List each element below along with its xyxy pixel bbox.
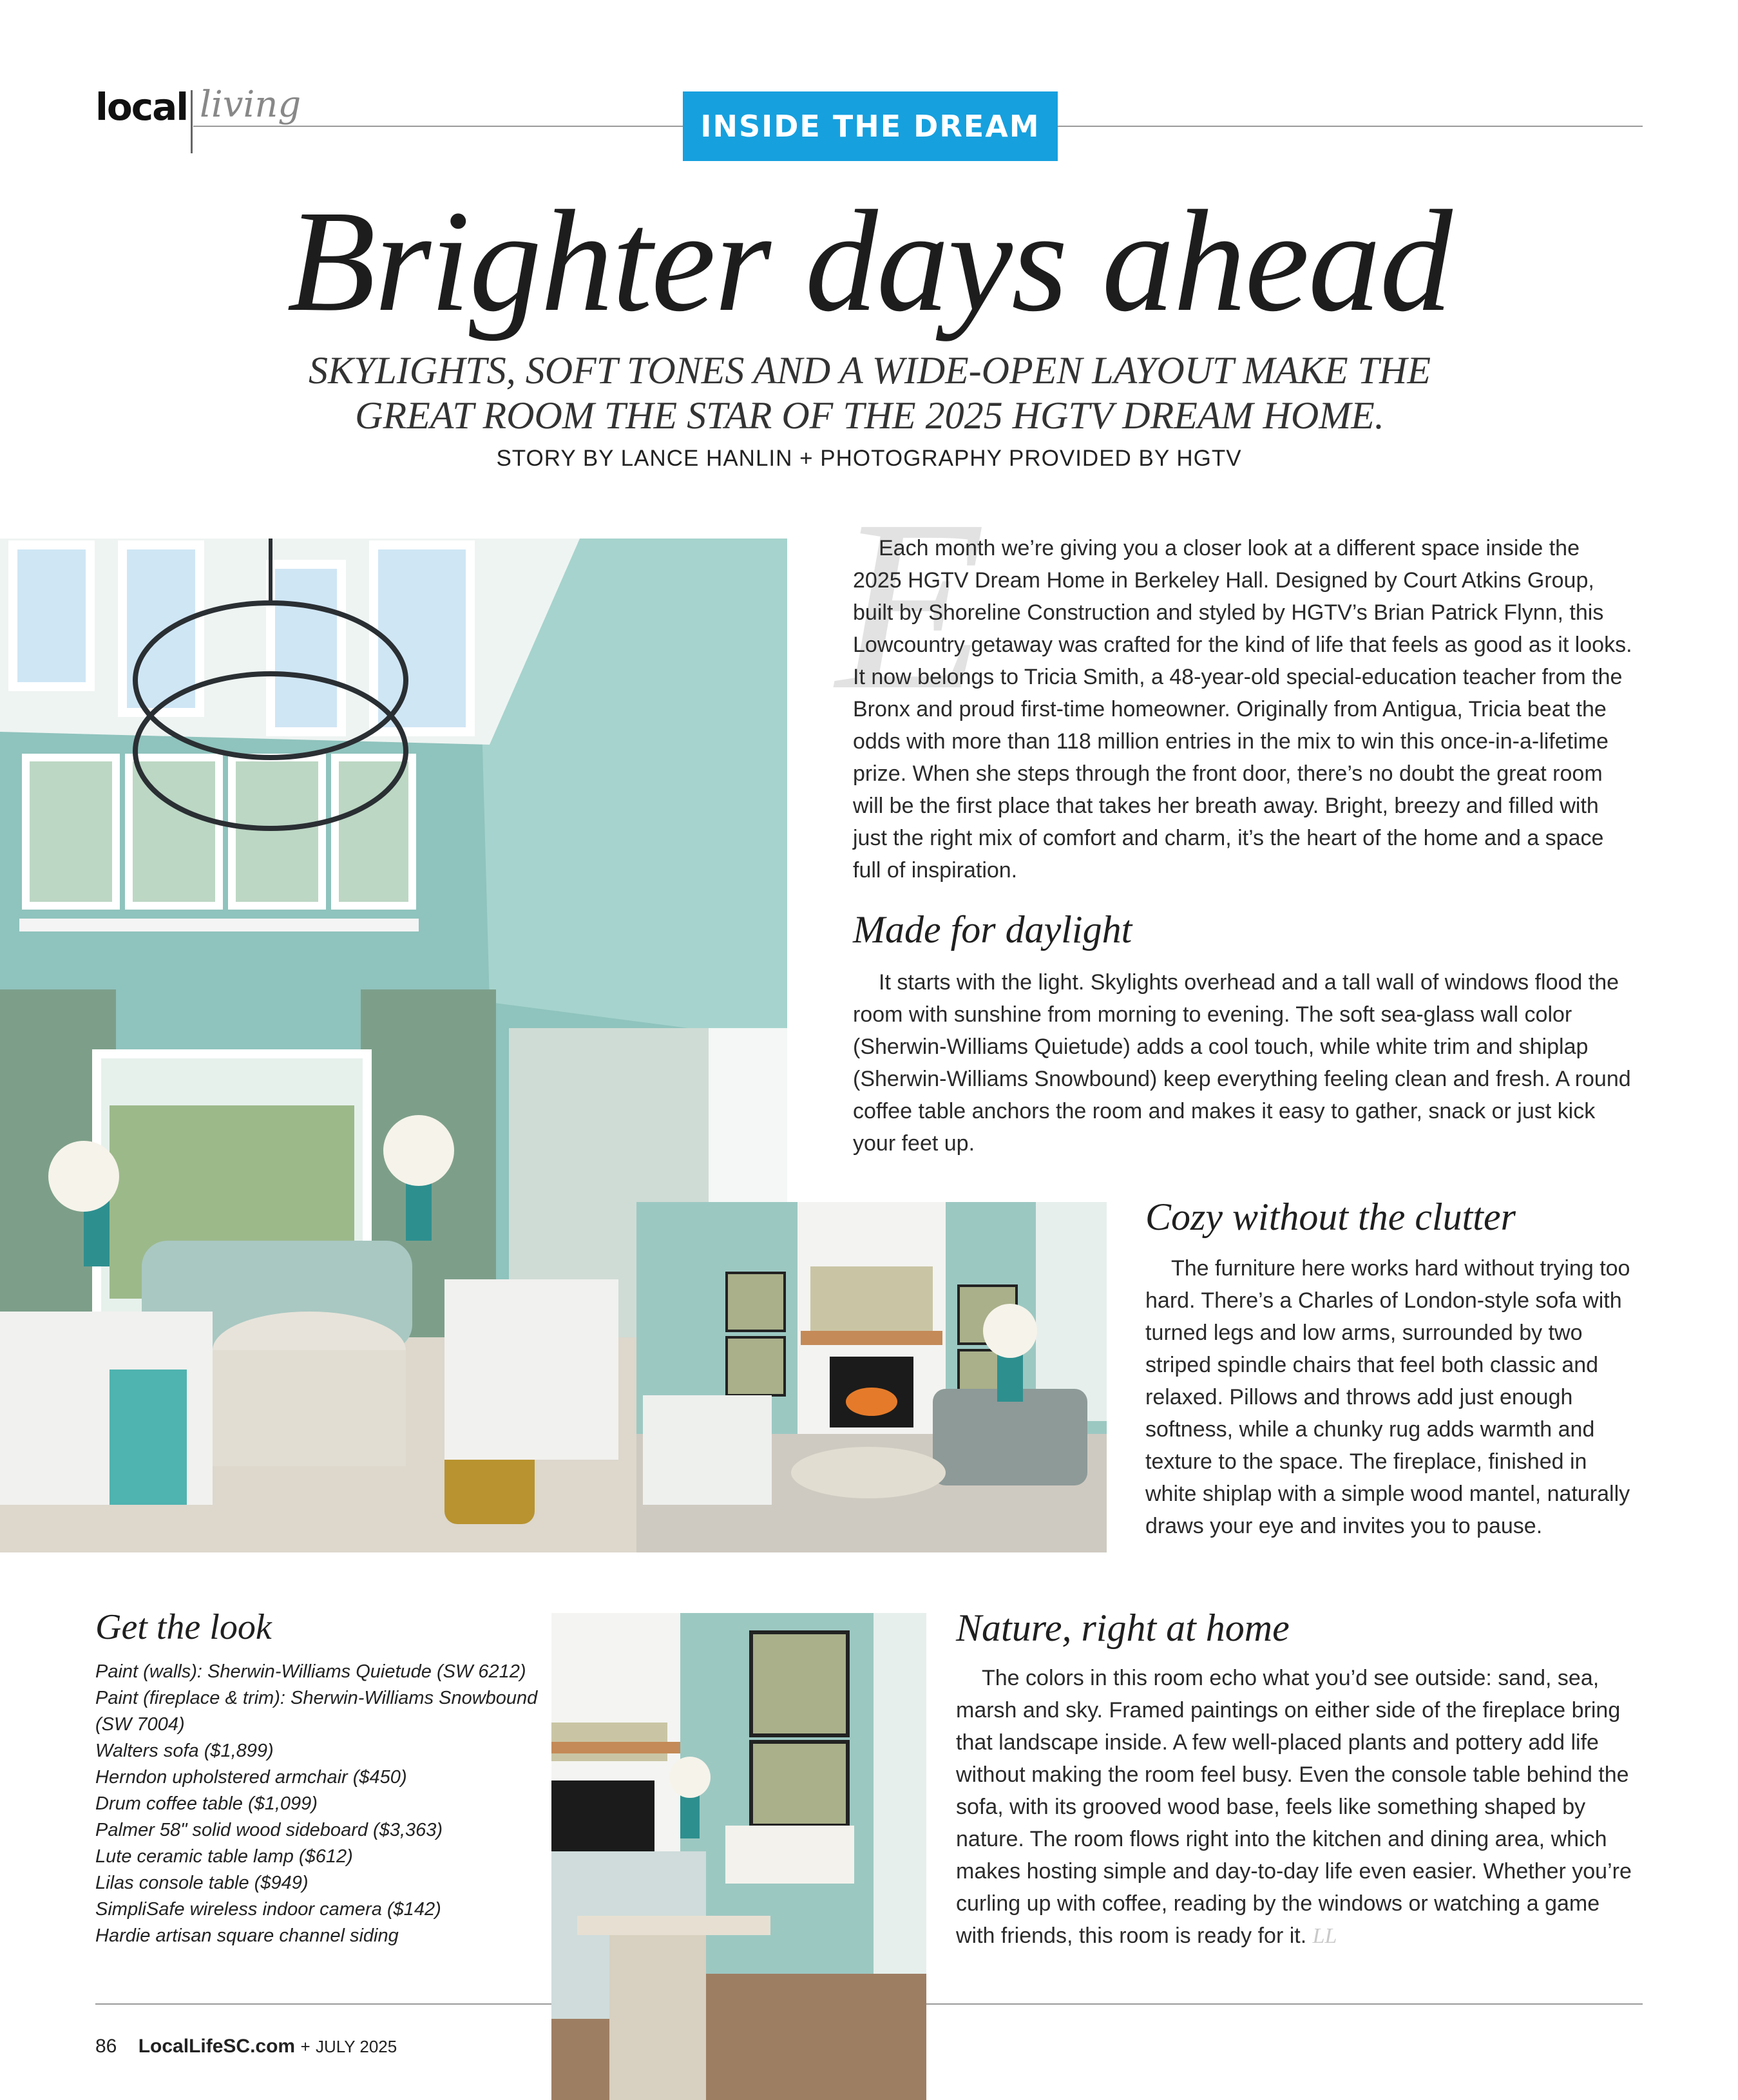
list-item: SimpliSafe wireless indoor camera ($142) <box>95 1899 441 1920</box>
list-item: Palmer 58" solid wood sideboard ($3,363) <box>95 1820 443 1840</box>
photo-console-vignette <box>551 1613 926 2100</box>
list-item: Lilas console table ($949) <box>95 1873 309 1893</box>
intro-paragraph: Each month we’re giving you a closer look at a different space inside the 2025 HGTV Dream Home in Berkeley Hall. Designed by Court Atkins Group, built by Shoreline Construction and styled by HGTV’s Brian Patrick Flynn, this Lowcountry getaway was crafted for the kind of life that feels as good as it looks. It now belongs to Tricia Smith, a 48-year-old special-education teacher from the Bronx and proud first-time homeowner. Originally from Antigua, Tricia beat the odds with more than 118 million entries in the mix to win this once-in-a-lifetime prize. When she steps through the front door, there’s no doubt the great room will be the first place that takes her breath away. Bright, breezy and filled with just the right mix of comfort and charm, it’s the heart of the home and a space full of inspiration. <box>853 536 1632 883</box>
byline: STORY BY LANCE HANLIN + PHOTOGRAPHY PROVIDED BY HGTV <box>496 446 1242 471</box>
footer-site: LocalLifeSC.com <box>138 2036 296 2057</box>
body-made-for-daylight: It starts with the light. Skylights overhead and a tall wall of windows flood the room with sunshine from morning to evening. The soft sea-glass wall color (Sherwin-Williams Quietude) adds a cool touch, while white trim and shiplap (Sherwin-Williams Snowbound) keep everything feeling clean and fresh. A round coffee table anchors the room and makes it easy to gather, snack or just kick your feet up. <box>853 970 1631 1156</box>
list-item: Lute ceramic table lamp ($612) <box>95 1846 353 1867</box>
headline: Brighter days ahead <box>287 180 1451 341</box>
footer-issue: JULY 2025 <box>315 2037 397 2056</box>
deck-line-2: GREAT ROOM THE STAR OF THE 2025 HGTV DREAM HOME. <box>355 394 1384 437</box>
list-item: Walters sofa ($1,899) <box>95 1741 274 1761</box>
get-the-look-title: Get the look <box>95 1607 272 1647</box>
header-rule-right <box>1058 126 1643 127</box>
drop-cap: E <box>836 470 986 741</box>
brand-divider <box>191 90 193 153</box>
footer-separator: + <box>300 2037 310 2056</box>
header-rule-left <box>193 126 683 127</box>
photo-fireplace-wall <box>636 1202 1107 1552</box>
list-item: Drum coffee table ($1,099) <box>95 1793 318 1814</box>
list-item: Herndon upholstered armchair ($450) <box>95 1767 407 1788</box>
list-item: Paint (fireplace & trim): Sherwin-Williams Snowbound (SW 7004) <box>95 1688 538 1735</box>
body-cozy-without-clutter: The furniture here works hard without trying too hard. There’s a Charles of London-style sofa with turned legs and low arms, surrounded by two striped spindle chairs that feel both classic and relaxed. Pillows and throws add just enough softness, while a chunky rug adds warmth and texture to the space. The fireplace, finished in white shiplap with a simple wood mantel, naturally draws your eye and invites you to pause. <box>1145 1256 1630 1538</box>
subhead-cozy-without-clutter: Cozy without the clutter <box>1145 1196 1516 1238</box>
list-item: Paint (walls): Sherwin-Williams Quietude (SW 6212) <box>95 1661 526 1682</box>
section-tag: INSIDE THE DREAM <box>683 91 1058 161</box>
subhead-nature-right-at-home: Nature, right at home <box>956 1607 1290 1649</box>
deck-line-1: SKYLIGHTS, SOFT TONES AND A WIDE-OPEN LAYOUT MAKE THE <box>309 349 1431 392</box>
end-mark: LL <box>1312 1924 1337 1948</box>
list-item: Hardie artisan square channel siding <box>95 1925 399 1946</box>
body-nature-right-at-home <box>956 1662 1639 1952</box>
get-the-look-list <box>95 1659 546 1949</box>
footer-rule-right <box>926 2003 1643 2005</box>
subhead-made-for-daylight: Made for daylight <box>853 908 1132 951</box>
footer <box>95 2036 397 2057</box>
body-nature-text: The colors in this room echo what you’d see outside: sand, sea, marsh and sky. Framed paintings on either side of the fireplace bring that landscape inside. A few well-placed plants and pottery add life without making the room feel busy. Even the console table behind the sofa, with its grooved wood base, feels like something shaped by nature. The room flows right into the kitchen and dining area, which makes hosting simple and day-to-day life even easier. Whether you’re curling up with coffee, reading by the windows or watching a game with friends, this room is ready for it. <box>956 1666 1632 1948</box>
brand-local: local <box>95 85 188 129</box>
brand-living: living <box>200 84 301 126</box>
deck <box>193 348 1546 438</box>
footer-rule-left <box>95 2003 551 2005</box>
page-number: 86 <box>95 2036 117 2057</box>
